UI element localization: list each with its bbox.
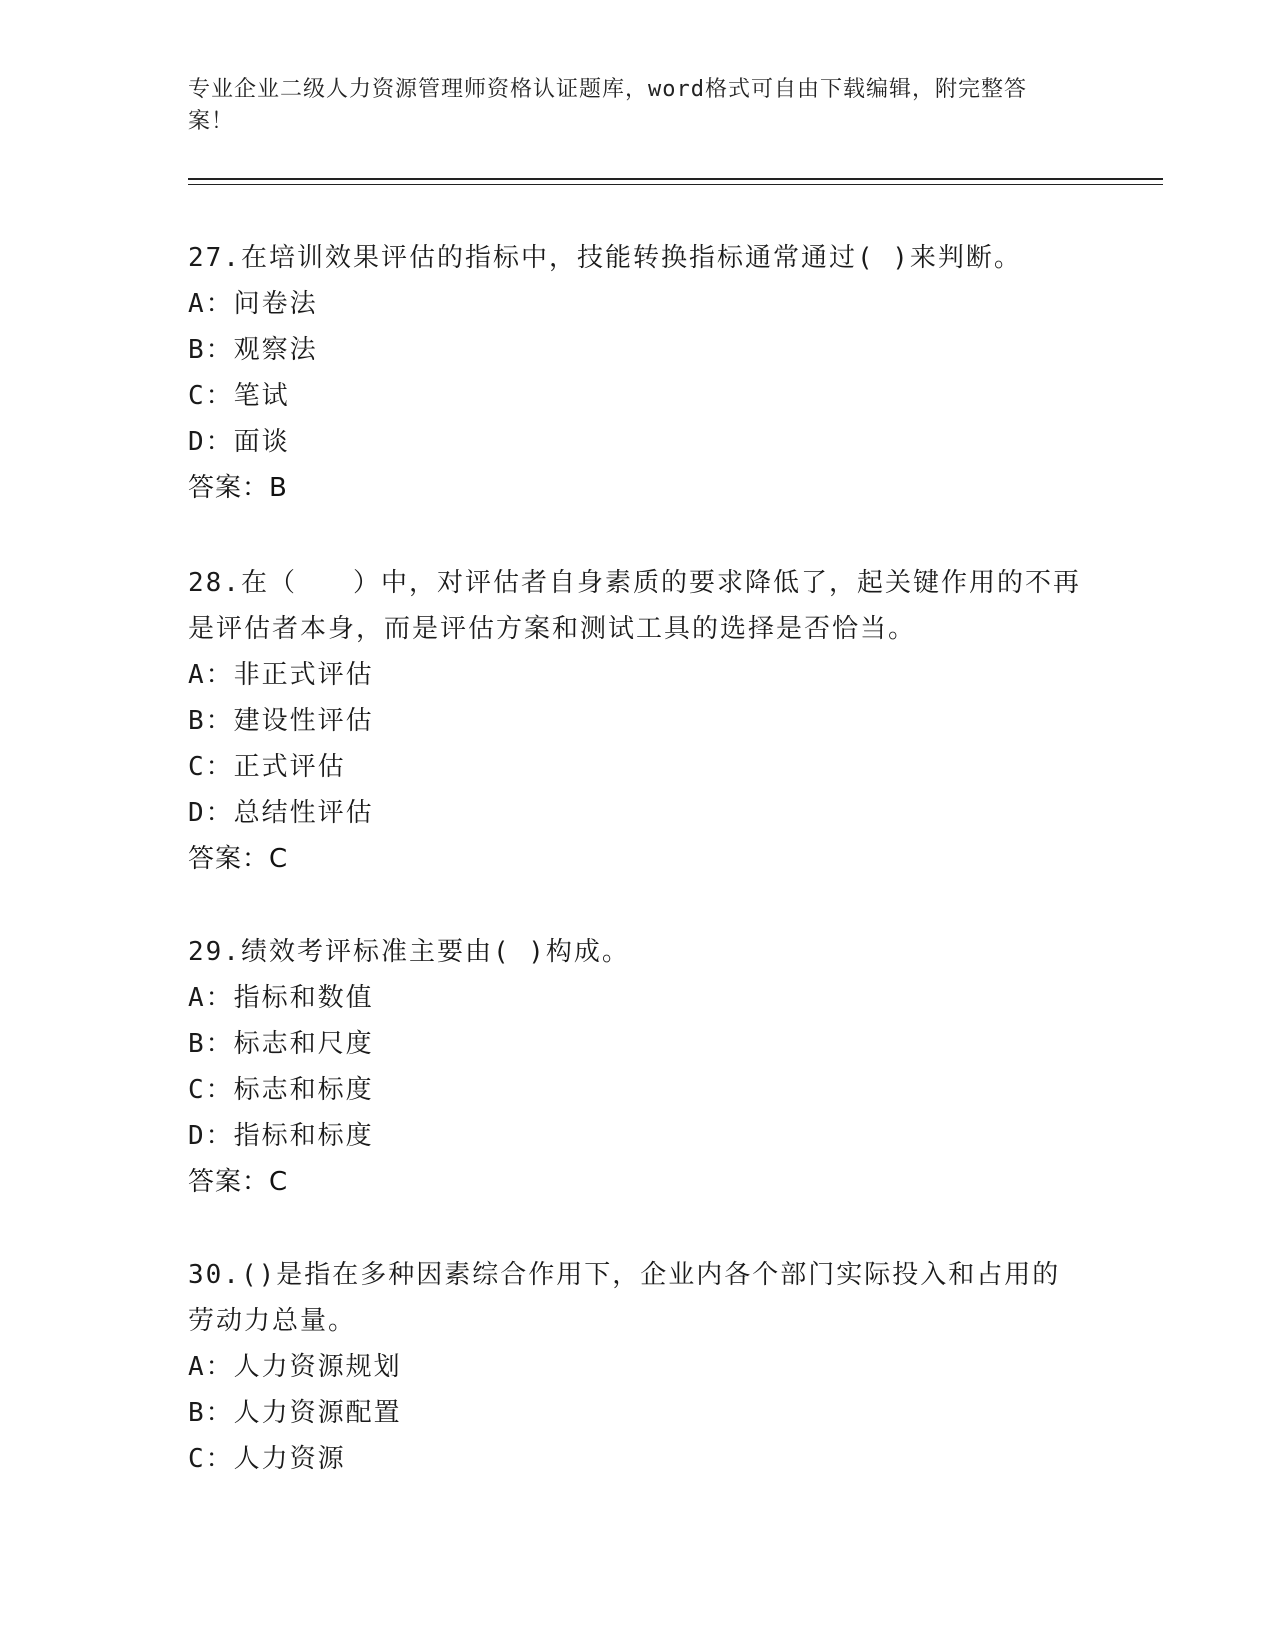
question-29 (188, 929, 1088, 1205)
question-27 (188, 235, 1088, 511)
question-text: 30.()是指在多种因素综合作用下，企业内各个部门实际投入和占用的劳动力总量。 (188, 1260, 1061, 1336)
option-a: A：人力资源规划 (188, 1352, 402, 1382)
header-divider-thin (188, 184, 1163, 185)
option-b: B：建设性评估 (188, 706, 374, 736)
option-a: A：非正式评估 (188, 660, 374, 690)
option-c: C：标志和标度 (188, 1075, 374, 1105)
option-c: C：正式评估 (188, 752, 346, 782)
answer-line: 答案：B (188, 473, 288, 503)
option-d: D：指标和标度 (188, 1121, 374, 1151)
option-d: D：总结性评估 (188, 798, 374, 828)
option-c: C：笔试 (188, 381, 290, 411)
answer-line: 答案：C (188, 844, 289, 874)
header-divider-thick (188, 178, 1163, 180)
option-d: D：面谈 (188, 427, 290, 457)
option-b: B：标志和尺度 (188, 1029, 374, 1059)
answer-line: 答案：C (188, 1167, 289, 1197)
question-text: 27.在培训效果评估的指标中，技能转换指标通常通过( )来判断。 (188, 243, 1022, 273)
option-a: A：问卷法 (188, 289, 318, 319)
document-header: 专业企业二级人力资源管理师资格认证题库，word格式可自由下载编辑，附完整答案！ (188, 77, 1027, 134)
question-text: 28.在（ ）中，对评估者自身素质的要求降低了，起关键作用的不再是评估者本身，而是评估方案和测试工具的选择是否恰当。 (188, 568, 1081, 644)
option-b: B：观察法 (188, 335, 318, 365)
question-text: 29.绩效考评标准主要由( )构成。 (188, 937, 630, 967)
question-28 (188, 560, 1088, 882)
option-a: A：指标和数值 (188, 983, 374, 1013)
option-b: B：人力资源配置 (188, 1398, 402, 1428)
option-c: C：人力资源 (188, 1444, 346, 1474)
question-30 (188, 1252, 1088, 1482)
